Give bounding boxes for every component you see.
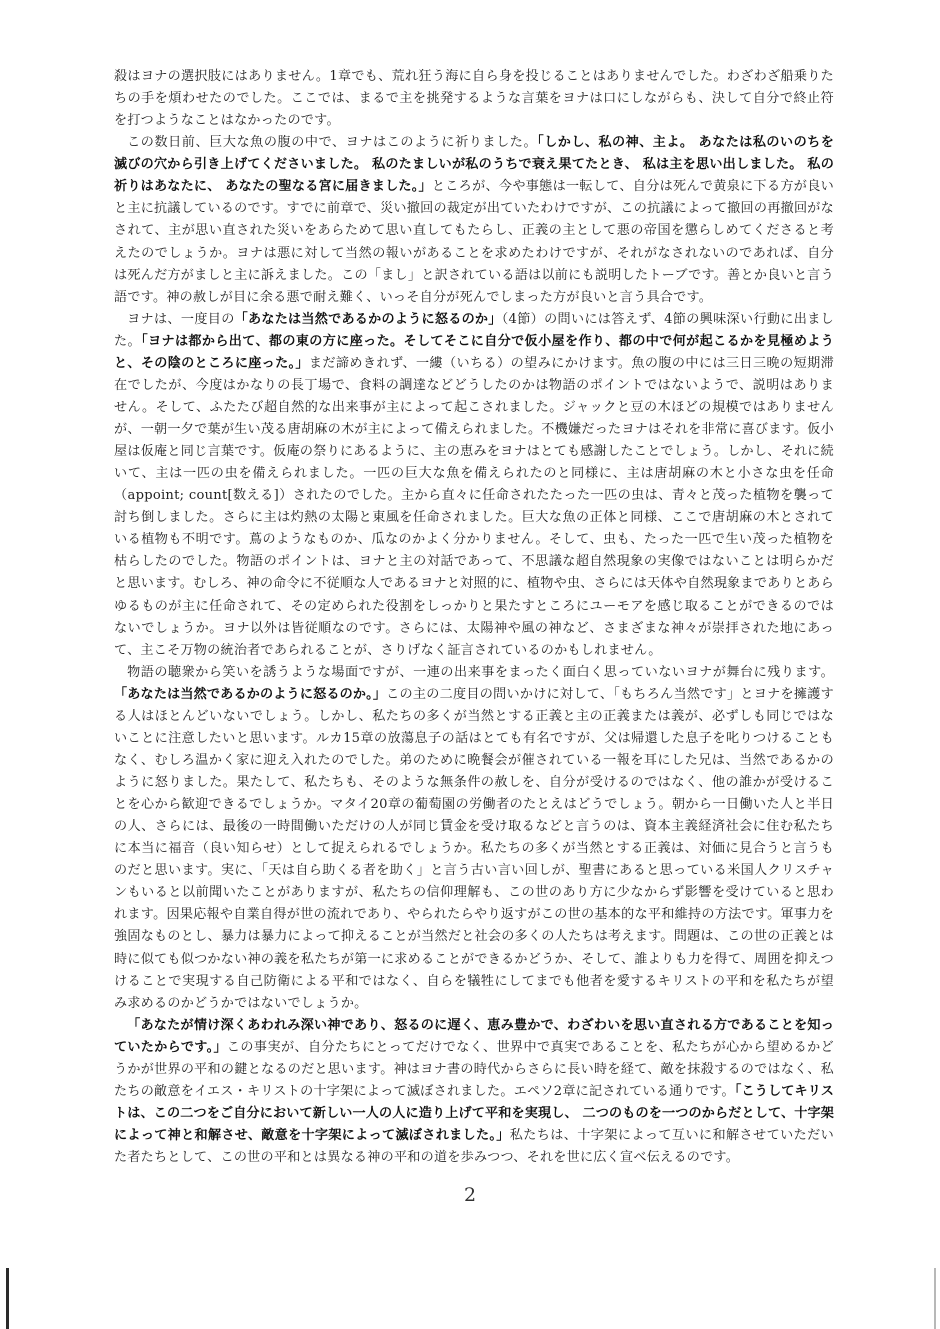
paragraph-2 <box>114 132 834 309</box>
scripture-quote: 「こうしてキリストは、この二つをご自分において新しい一人の人に造り上げて平和を実現し、 二つのものを一つのからだとして、十字架によって神と和解させ、敵意を十字架によって滅ぼされました。」 <box>114 1083 835 1143</box>
body-text <box>114 66 834 1169</box>
text-segment: この事実が、自分たちにとってだけでなく、世界中で真実であることを、私たちが心から望めるかどうかが世界の平和の鍵となるのだと思います。神はヨナ書の時代からさらに長い時を経て、敵を抹殺するのではなく、私たちの敵意をイエス・キリストの十字架によって滅ぼされました。エペソ2章に記されている通りです。 <box>114 1039 834 1099</box>
text-segment: 私たちは、十字架によって互いに和解させていただいた者たちとして、この世の平和とは異なる神の平和の道を歩みつつ、それを世に広く宣べ伝えるのです。 <box>114 1128 835 1166</box>
paragraph-3 <box>114 309 834 662</box>
scripture-quote: 「あなたは当然であるかのように怒るのか」 <box>234 311 502 327</box>
scripture-quote: 「あなたは当然であるかのように怒るのか。」 <box>114 686 387 702</box>
text-segment: ところが、今や事態は一転して、自分は死んで黄泉に下る方が良いと主に抗議しているのです。すでに前章で、災い撤回の裁定が出ていたわけですが、この抗議によって撤回の再撤回がなされて、主が思い直された災いをあらためて思い直してもたらし、正義の主として悪の帝国を懲らしめてくださると考えたのでしょうか。ヨナは悪に対して当然の報いがあることを求めたわけですが、それがなされないのであれば、自分は死んだ方がましと主に訴えました。この「まし」と訳されている語は以前にも説明したトーブです。善とか良いと言う語です。神の赦しが目に余る悪で耐え難く、いっそ自分が死んでしまった方が良いと言う具合です。 <box>114 179 834 305</box>
paragraph-1 <box>114 66 834 132</box>
text-segment: （4節）の問いには答えず、4節の興味深い行動に出ました。 <box>114 311 835 349</box>
text-segment: この数日前、巨大な魚の腹の中で、ヨナはこのように祈りました。 <box>127 135 538 151</box>
scripture-quote: 「ヨナは都から出て、都の東の方に座った。そしてそこに自分で仮小屋を作り、都の中で何が起こるかを見極めようと、その陰のところに座った。」 <box>114 333 834 371</box>
scripture-quote: 「あなたが情け深くあわれみ深い神であり、怒るのに遅く、恵み豊かで、わざわいを思い直される方であることを知っていたからです。」 <box>114 1017 834 1055</box>
text-segment: 物語の聴衆から笑いを誘うような場面ですが、一連の出来事をまったく面白く思っていないヨナが舞台に残ります。 <box>127 664 834 680</box>
text-segment: 殺はヨナの選択肢にはありません。1章でも、荒れ狂う海に自ら身を投じることはありませんでした。わざわざ船乗りたちの手を煩わせたのでした。ここでは、まるで主を挑発するような言葉をヨナは口にしながらも、決して自分で終止符を打つようなことはなかったのです。 <box>114 69 834 129</box>
page-number: 2 <box>463 1184 477 1206</box>
scan-edge-mark <box>6 1268 9 1329</box>
text-segment: ヨナは、一度目の <box>127 311 235 327</box>
scan-edge-mark <box>934 1268 936 1329</box>
paragraph-5 <box>114 1015 834 1169</box>
text-segment: この主の二度目の問いかけに対して、「もちろん当然です」とヨナを擁護する人はほとんどいないでしょう。しかし、私たちの多くが当然とする正義と主の正義または義が、必ずしも同じではないことに注意したいと思います。ルカ15章の放蕩息子の話はとても有名ですが、父は帰還した息子を叱りつけることもなく、むしろ温かく家に迎え入れたのでした。弟のために晩餐会が催されている一報を耳にした兄は、当然であるかのように怒りました。果たして、私たちも、そのような無条件の赦しを、自分が受けるのではなく、他の誰かが受けることを心から歓迎できるでしょうか。マタイ20章の葡萄園の労働者のたとえはどうでしょう。朝から一日働いた人と半日の人、さらには、最後の一時間働いただけの人が同じ賃金を受け取るなどと言うのは、資本主義経済社会に住む私たちに本当に福音（良い知らせ）として捉えられるでしょうか。私たちの多くが当然とする正義は、対価に見合うと言うものだと思います。実に、「天は自ら助くる者を助く」と言う古い言い回しが、聖書にあると思っている米国人クリスチャンもいると以前聞いたことがありますが、私たちの信仰理解も、この世のあり方に少なからず影響を受けていると思われます。因果応報や自業自得が世の流れであり、やられたらやり返すがこの世の基本的な平和維持の方法です。軍事力を強固なものとし、暴力は暴力によって抑えることが当然だと社会の多くの人たちは考えます。問題は、この世の正義とは時に似ても似つかない神の義を私たちが第一に求めることができるかどうか、そして、誰よりも力を得て、周囲を抑えつけることで実現する自己防衛による平和ではなく、自らを犠牲にしてまでも他者を愛するキリストの平和を私たちが望み求めるのかどうかではないでしょうか。 <box>114 686 834 1011</box>
text-segment: まだ諦めきれず、一縷（いちる）の望みにかけます。魚の腹の中には三日三晩の短期滞在でしたが、今度はかなりの長丁場で、食料の調達などどうしたのかは物語のポイントではないようで、説明はありません。そして、ふたたび超自然的な出来事が主によって起こされました。ジャックと豆の木ほどの規模ではありませんが、一朝一夕で葉が生い茂る唐胡麻の木が主によって備えられました。不機嫌だったヨナはそれを非常に喜びます。仮小屋は仮庵と同じ言葉です。仮庵の祭りにあるように、主の恵みをヨナはとても感謝したことでしょう。しかし、それに続いて、主は一匹の虫を備えられました。一匹の巨大な魚を備えられたのと同様に、主は唐胡麻の木と小さな虫を任命（appoint; count[数える]）されたのでした。主から直々に任命されたたった一匹の虫は、青々と茂った植物を襲って討ち倒しました。さらに主は灼熱の太陽と東風を任命されました。巨大な魚の正体と同様、ここで唐胡麻の木とされている植物も不明です。蔦のようなものか、瓜なのかよく分かりません。そして、虫も、たった一匹で生い茂った植物を枯らしたのでした。物語のポイントは、ヨナと主の対話であって、不思議な超自然現象の実像ではないことは明らかだと思います。むしろ、神の命令に不従順な人であるヨナと対照的に、植物や虫、さらには天体や自然現象までありとあらゆるものが主に任命されて、その定められた役割をしっかりと果たすところにユーモアを感じ取ることができるのではないでしょうか。ヨナ以外は皆従順なのです。さらには、太陽神や風の神など、さまざまな神々が崇拝された地にあって、主こそ万物の統治者であられることが、さりげなく証言されているのかもしれません。 <box>114 355 835 658</box>
paragraph-4 <box>114 662 834 1015</box>
scripture-quote: 「しかし、私の神、主よ。 あなたは私のいのちを 滅びの穴から引き上げてくださいました。 私のたましいが私のうちで衰え果てたとき、 私は主を思い出しました。 私の祈りはあなたに、 あなたの聖なる宮に届きました。」 <box>114 135 834 195</box>
